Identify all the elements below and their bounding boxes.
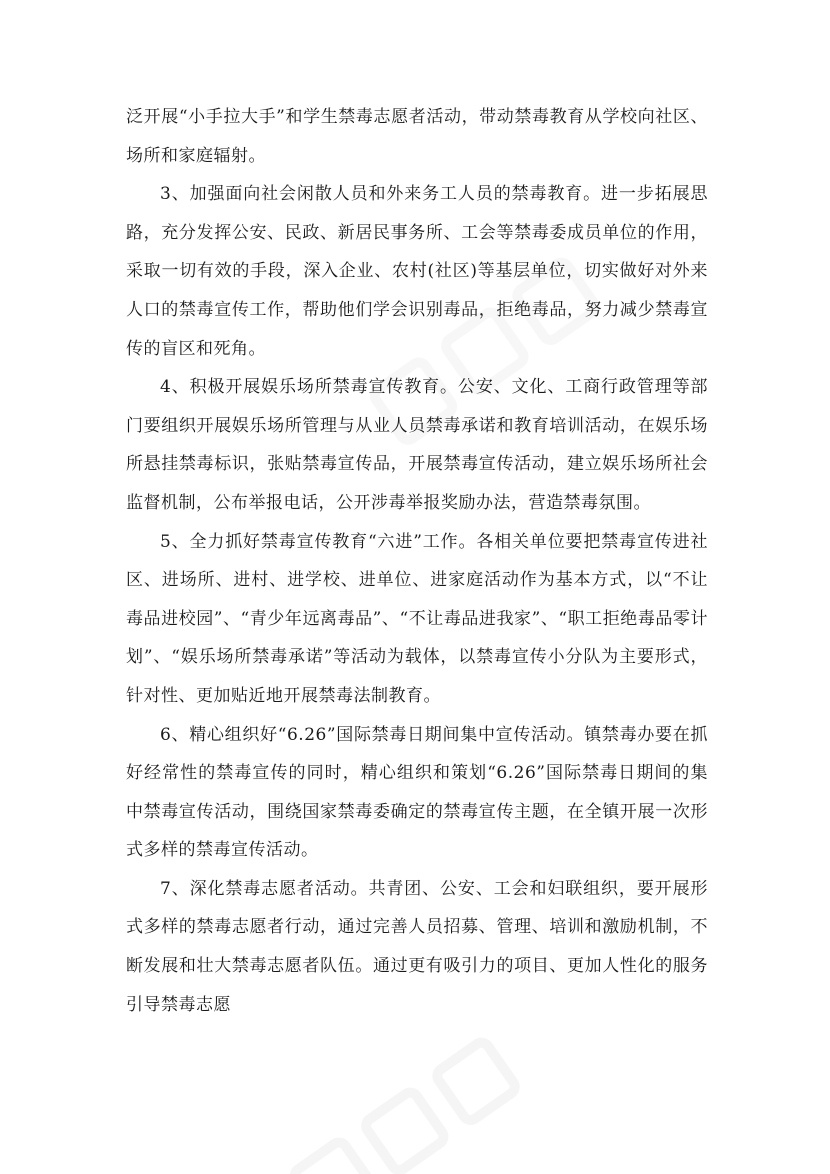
paragraph-item-5: 5、全力抓好禁毒宣传教育“六进”工作。各相关单位要把禁毒宣传进社区、进场所、进村、进学校、进单位、进家庭活动作为基本方式，以“不让毒品进校园”、“青少年远离毒品”、“不让毒品进我家”、“职工拒绝毒品零计划”、“娱乐场所禁毒承诺”等活动为载体，以禁毒宣传小分队为主要形式，针对性、更加贴近地开展禁毒法制教育。 bbox=[126, 531, 708, 706]
document-body bbox=[126, 98, 708, 1024]
watermark-bottom-icon bbox=[275, 1014, 545, 1174]
paragraph-item-6: 6、精心组织好“6.26”国际禁毒日期间集中宣传活动。镇禁毒办要在抓好经常性的禁毒宣传的同时，精心组织和策划“6.26”国际禁毒日期间的集中禁毒宣传活动，围绕国家禁毒委确定的禁毒宣传主题，在全镇开展一次形式多样的禁毒宣传活动。 bbox=[126, 724, 708, 861]
paragraph-item-7: 7、深化禁毒志愿者活动。共青团、公安、工会和妇联组织，要开展形式多样的禁毒志愿者行动，通过完善人员招募、管理、培训和激励机制，不断发展和壮大禁毒志愿者队伍。通过更有吸引力的项目、更加人性化的服务引导禁毒志愿 bbox=[126, 878, 708, 1015]
paragraph-item-4: 4、积极开展娱乐场所禁毒宣传教育。公安、文化、工商行政管理等部门要组织开展娱乐场所管理与从业人员禁毒承诺和教育培训活动，在娱乐场所悬挂禁毒标识，张贴禁毒宣传品，开展禁毒宣传活动，建立娱乐场所社会监督机制，公布举报电话，公开涉毒举报奖励办法，营造禁毒氛围。 bbox=[126, 377, 708, 513]
paragraph-item-3: 3、加强面向社会闲散人员和外来务工人员的禁毒教育。进一步拓展思路，充分发挥公安、民政、新居民事务所、工会等禁毒委成员单位的作用，采取一切有效的手段，深入企业、农村(社区)等基层单位，切实做好对外来人口的禁毒宣传工作，帮助他们学会识别毒品，拒绝毒品，努力减少禁毒宣传的盲区和死角。 bbox=[126, 184, 708, 359]
paragraph-continued: 泛开展“小手拉大手”和学生禁毒志愿者活动，带动禁毒教育从学校向社区、场所和家庭辐射。 bbox=[126, 107, 708, 166]
